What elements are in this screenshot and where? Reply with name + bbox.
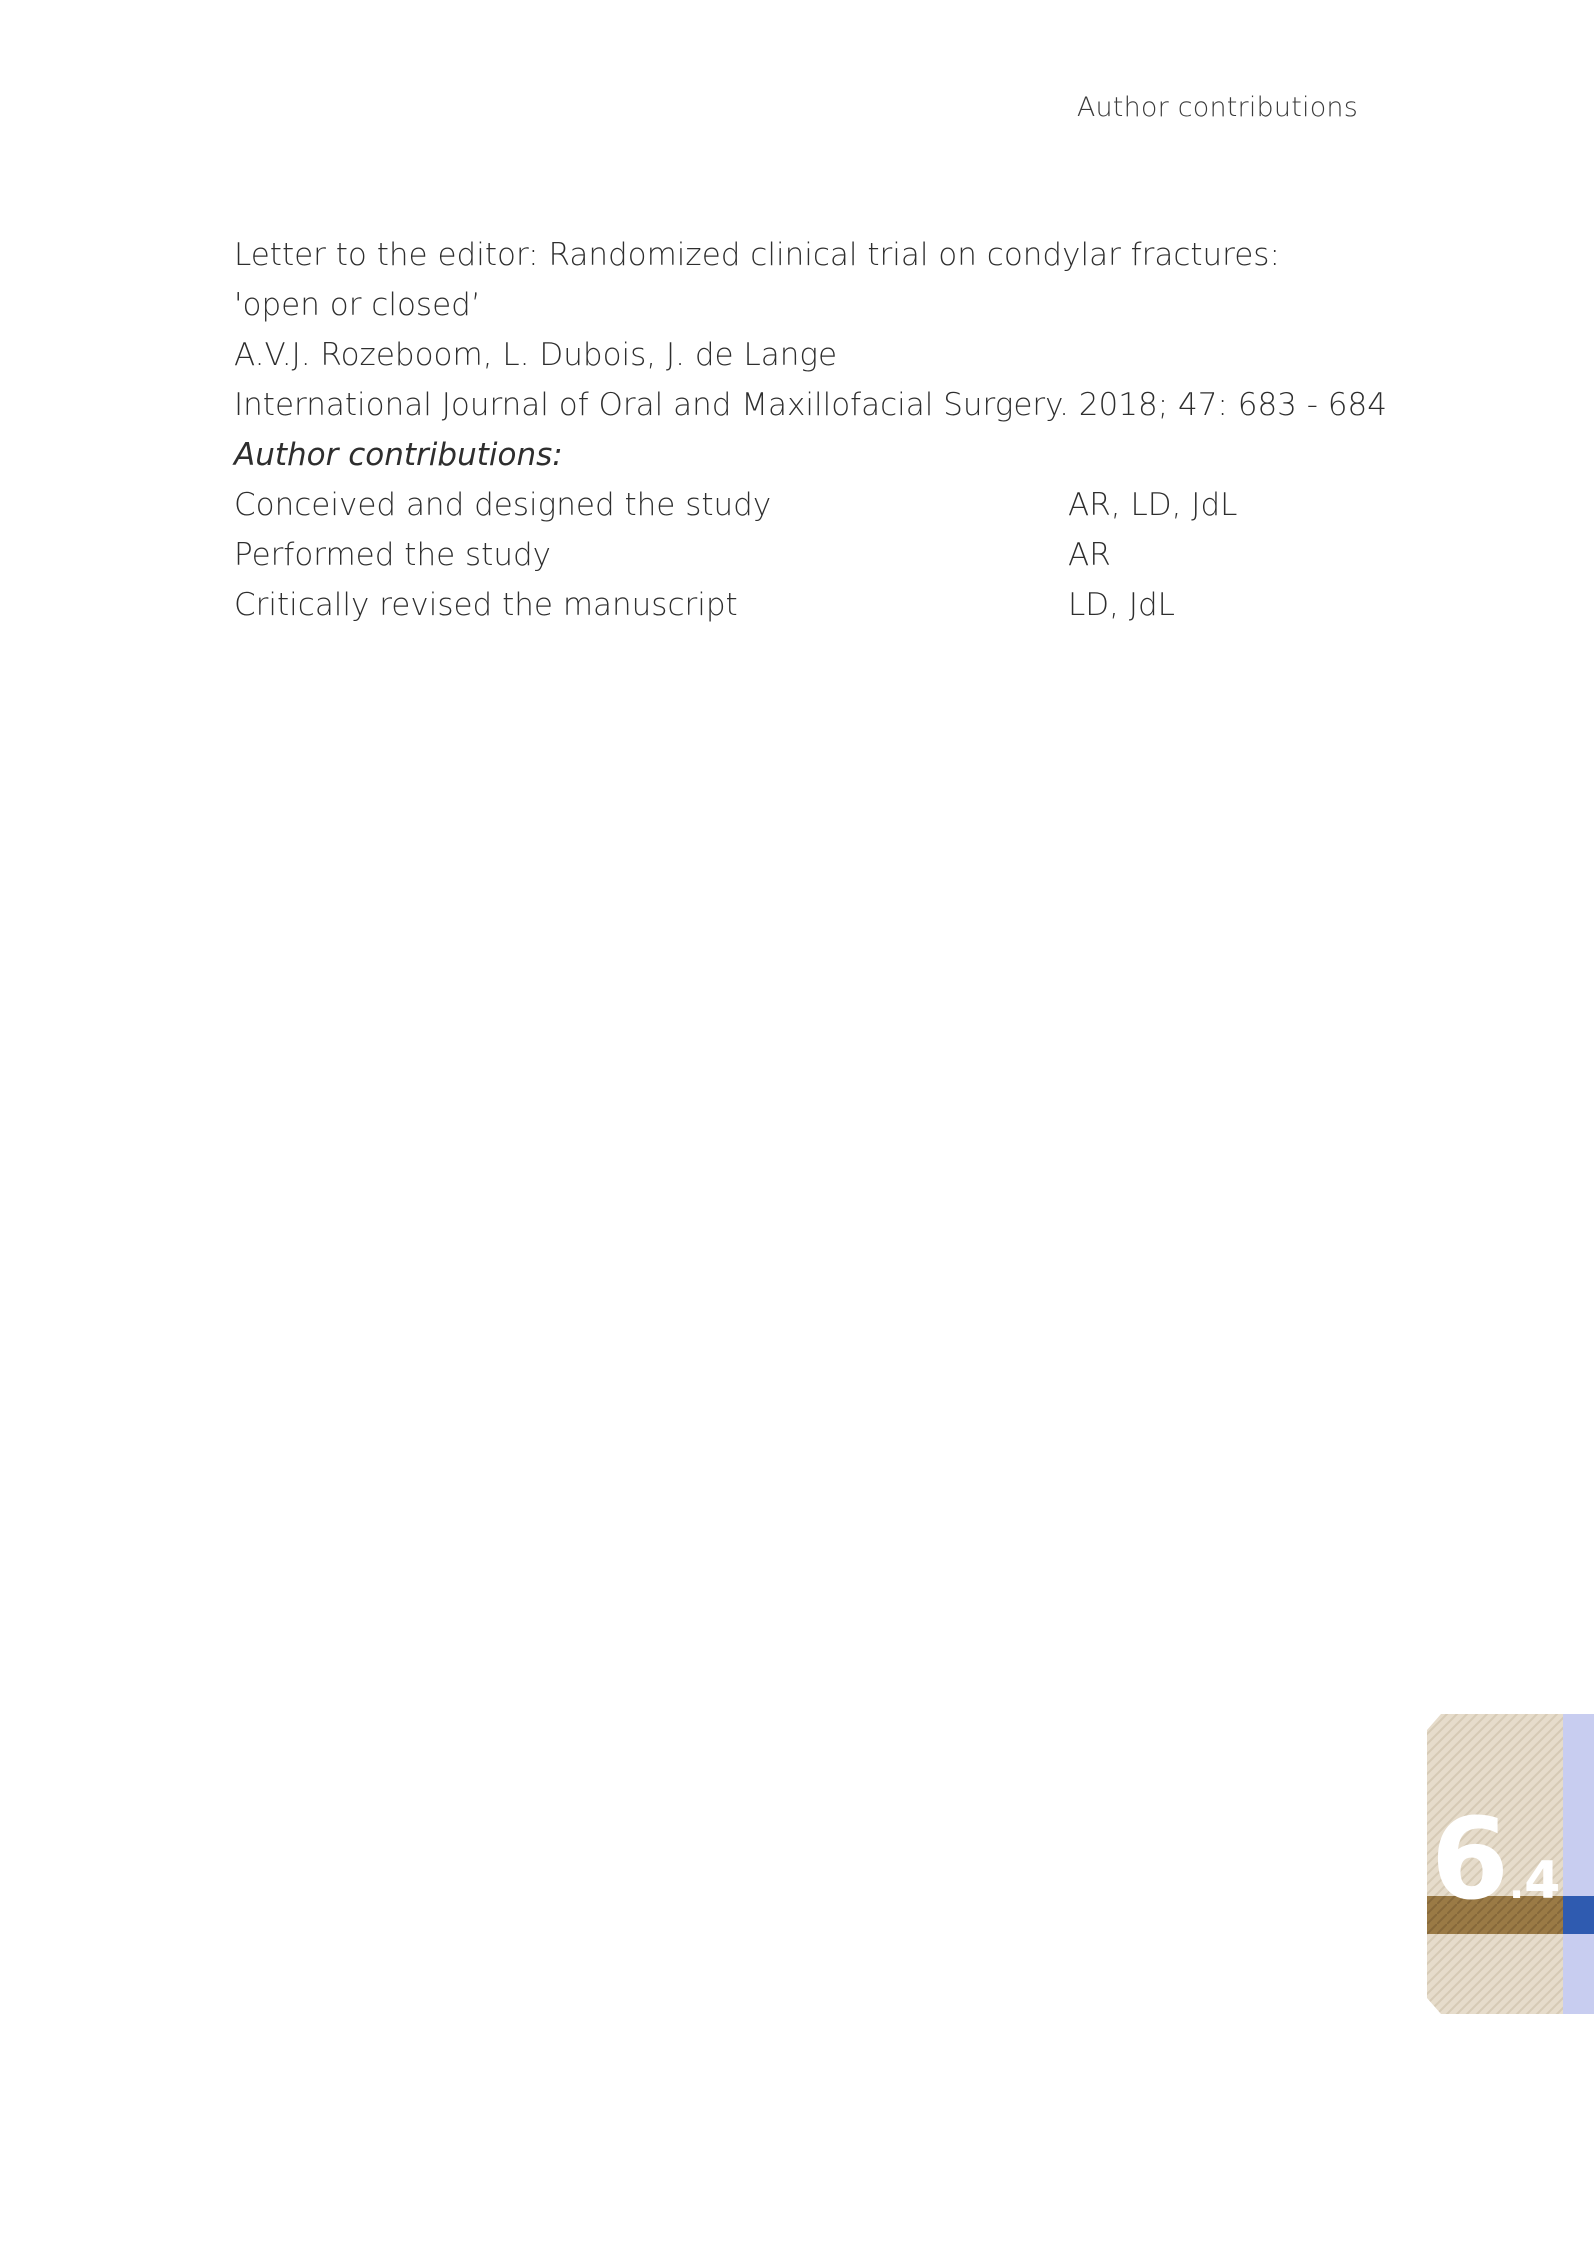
publication-authors: A.V.J. Rozeboom, L. Dubois, J. de Lange: [234, 337, 838, 373]
publication-title-line-2: 'open or closed’: [234, 287, 481, 323]
contribution-task: Performed the study: [234, 537, 551, 573]
publication-citation: International Journal of Oral and Maxillofacial Surgery. 2018; 47: 683 - 684: [234, 387, 1387, 423]
chapter-number-major: 6: [1431, 1795, 1509, 1925]
contribution-row: [234, 530, 1314, 580]
contribution-task: Conceived and designed the study: [234, 487, 772, 523]
chapter-number-dot: .: [1508, 1862, 1525, 1908]
chapter-number-minor: 4: [1524, 1851, 1561, 1911]
running-header: Author contributions: [1076, 92, 1358, 123]
contribution-task: Critically revised the manuscript: [234, 587, 738, 623]
contribution-authors: AR, LD, JdL: [1068, 487, 1238, 523]
chapter-thumb-tab: [1427, 1714, 1594, 2014]
contribution-authors: LD, JdL: [1068, 587, 1175, 623]
publication-entry: [234, 230, 1387, 630]
contribution-authors: AR: [1068, 537, 1111, 573]
publication-title-line-1: Letter to the editor: Randomized clinical trial on condylar fractures:: [234, 237, 1280, 273]
chapter-number: [1431, 1795, 1561, 1925]
contributions-heading: Author contributions:: [234, 437, 563, 473]
contribution-row: [234, 480, 1314, 530]
contribution-row: [234, 580, 1314, 630]
